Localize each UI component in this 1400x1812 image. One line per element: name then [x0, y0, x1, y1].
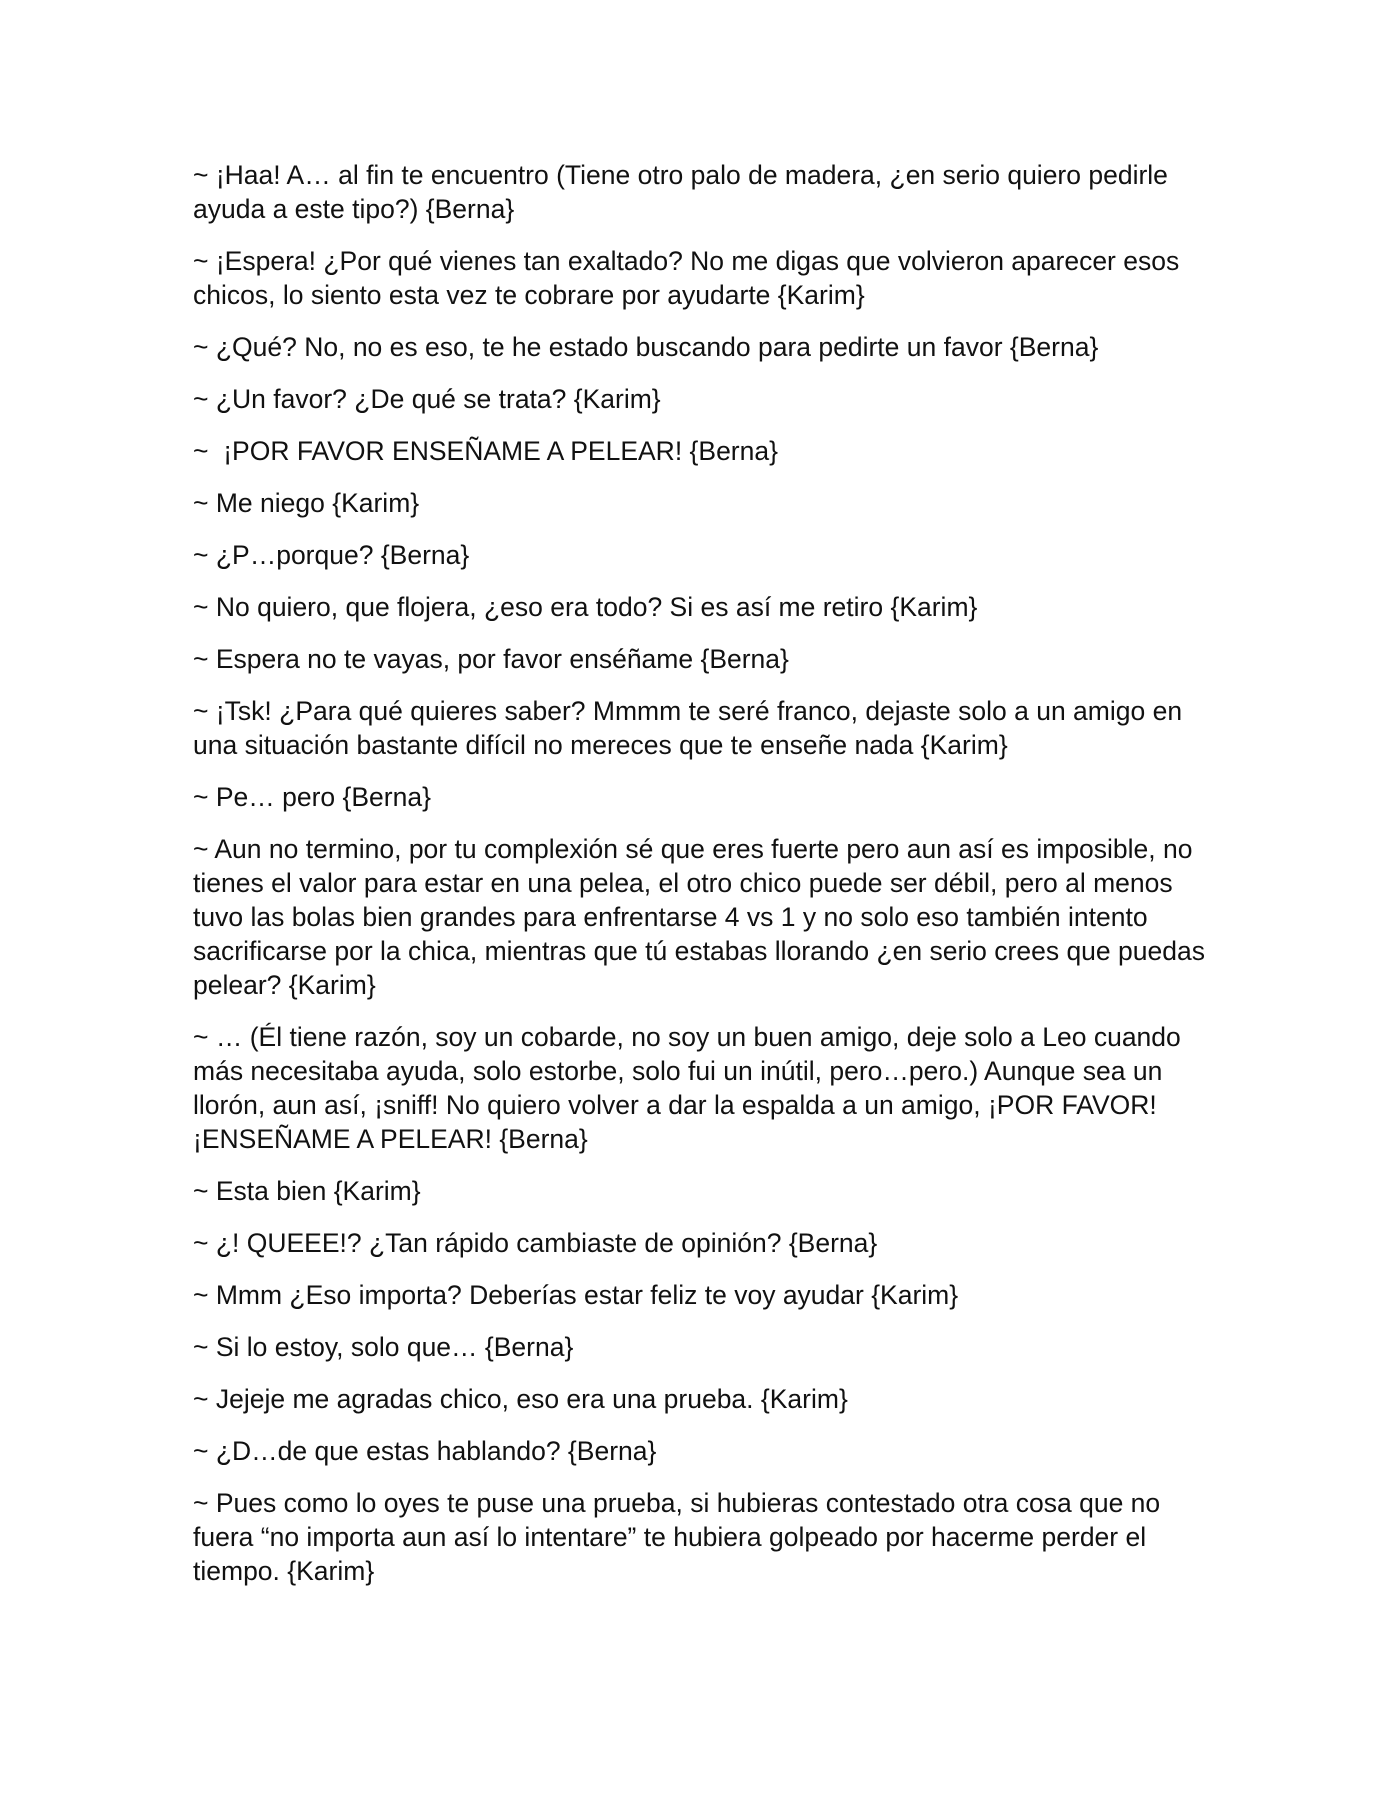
dialogue-line: ~ ¿P…porque? {Berna}	[193, 540, 470, 570]
dialogue-line: ~ ¿Un favor? ¿De qué se trata? {Karim}	[193, 384, 661, 414]
dialogue-line: ~ ¡Espera! ¿Por qué vienes tan exaltado? No me digas que volvieron aparecer esos chicos, lo siento esta vez te cobrare por ayudarte {Karim}	[193, 246, 1187, 310]
dialogue-line: ~ Aun no termino, por tu complexión sé que eres fuerte pero aun así es imposible, no tienes el valor para estar en una pelea, el otro chico puede ser débil, pero al menos tuvo las bolas bien grandes para enfrentarse 4 vs 1 y no solo eso también intento sacrificarse por la chica, mientras que tú estabas llorando ¿en serio crees que puedas pelear? {Karim}	[193, 834, 1213, 1000]
dialogue-line: ~ Pues como lo oyes te puse una prueba, si hubieras contestado otra cosa que no fuera “no importa aun así lo intentare” te hubiera golpeado por hacerme perder el tiempo. {Karim}	[193, 1488, 1168, 1586]
dialogue-line: ~ No quiero, que flojera, ¿eso era todo? Si es así me retiro {Karim}	[193, 592, 978, 622]
dialogue-line: ~ ¡Tsk! ¿Para qué quieres saber? Mmmm te seré franco, dejaste solo a un amigo en una situación bastante difícil no mereces que te enseñe nada {Karim}	[193, 696, 1190, 760]
dialogue-line: ~ Pe… pero {Berna}	[193, 782, 431, 812]
dialogue-line: ~ Me niego {Karim}	[193, 488, 420, 518]
dialogue-line: ~ Esta bien {Karim}	[193, 1176, 421, 1206]
dialogue-line: ~ ¡Haa! A… al fin te encuentro (Tiene otro palo de madera, ¿en serio quiero pedirle ayuda a este tipo?) {Berna}	[193, 160, 1176, 224]
dialogue-line: ~ Espera no te vayas, por favor enséñame {Berna}	[193, 644, 789, 674]
dialogue-line: ~ … (Él tiene razón, soy un cobarde, no soy un buen amigo, deje solo a Leo cuando más necesitaba ayuda, solo estorbe, solo fui un inútil, pero…pero.) Aunque sea un llorón, aun así, ¡sniff! No quiero volver a dar la espalda a un amigo, ¡POR FAVOR! ¡ENSEÑAME A PELEAR! {Berna}	[193, 1022, 1189, 1154]
dialogue-line: ~ ¿! QUEEE!? ¿Tan rápido cambiaste de opinión? {Berna}	[193, 1228, 878, 1258]
dialogue-line: ~ Jejeje me agradas chico, eso era una prueba. {Karim}	[193, 1384, 848, 1414]
dialogue-line: ~ ¡POR FAVOR ENSEÑAME A PELEAR! {Berna}	[193, 436, 778, 466]
dialogue-line: ~ ¿Qué? No, no es eso, te he estado buscando para pedirte un favor {Berna}	[193, 332, 1099, 362]
dialogue-line: ~ Si lo estoy, solo que… {Berna}	[193, 1332, 574, 1362]
dialogue-line: ~ ¿D…de que estas hablando? {Berna}	[193, 1436, 657, 1466]
dialogue-line: ~ Mmm ¿Eso importa? Deberías estar feliz te voy ayudar {Karim}	[193, 1280, 959, 1310]
dialogue-body	[193, 158, 1213, 1606]
